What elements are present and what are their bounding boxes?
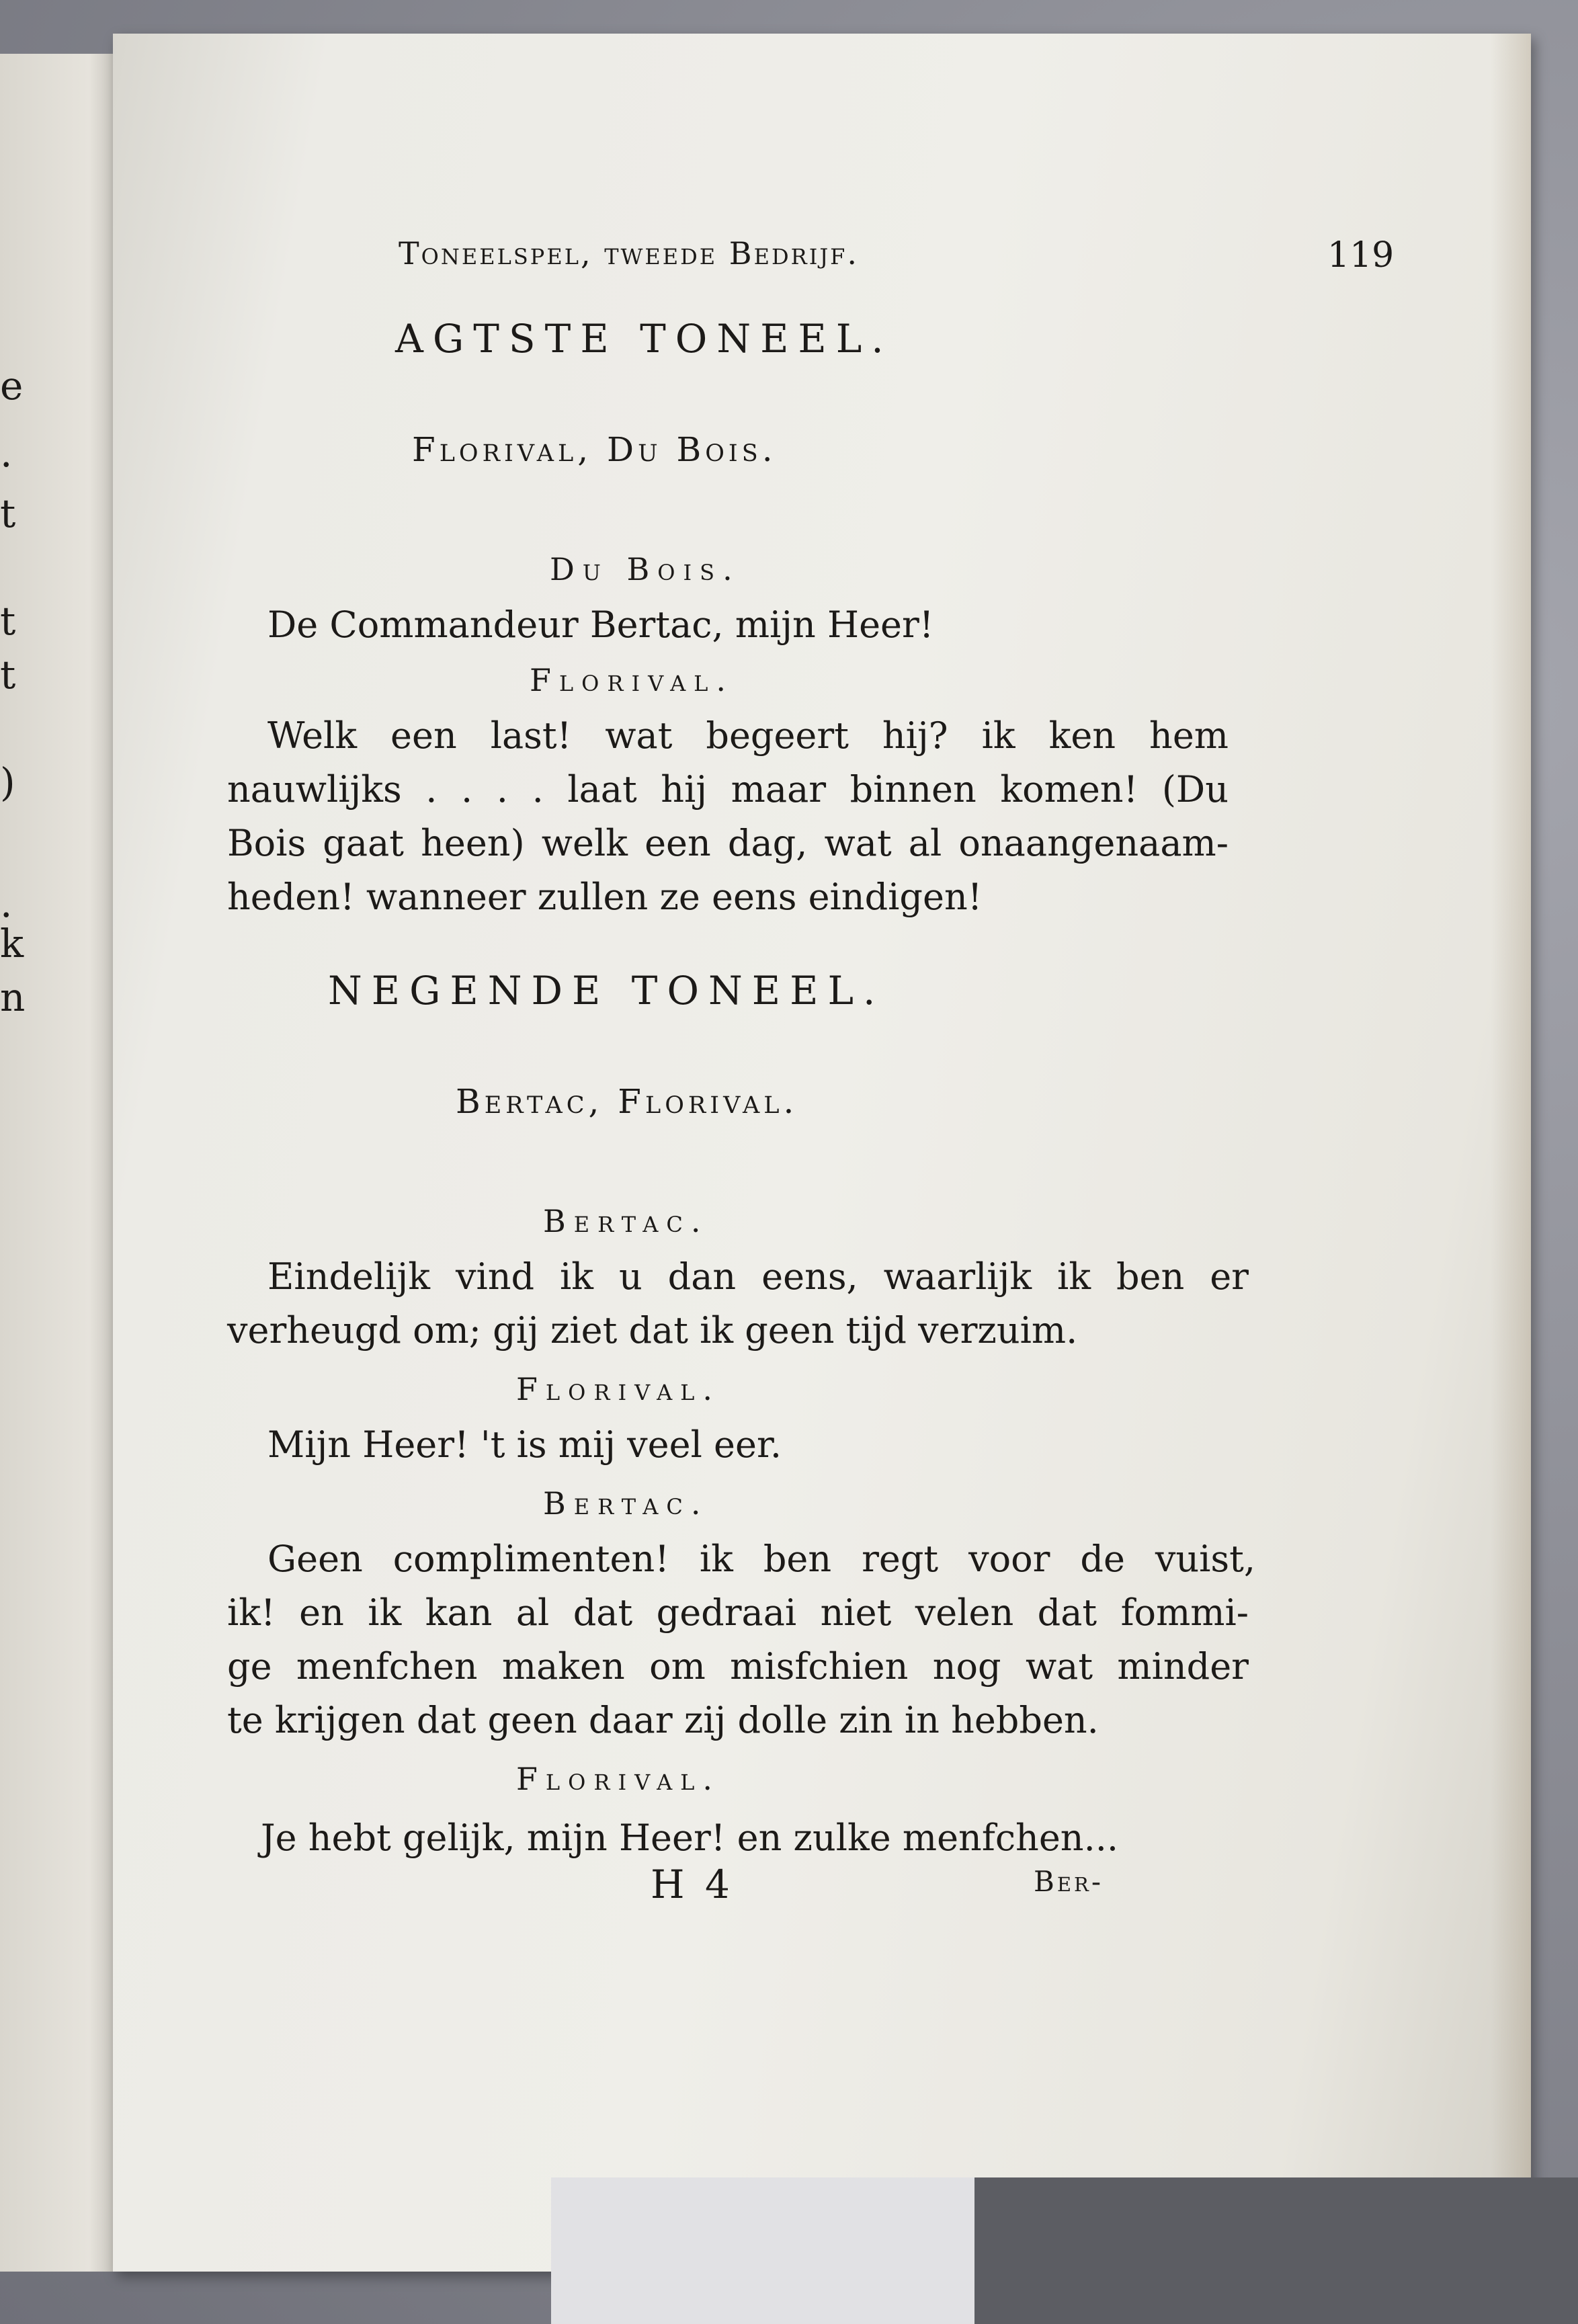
- dialogue-line: heden! wanneer zullen ze eens eindigen!: [227, 876, 983, 918]
- running-title: Toneelspel, tweede Bedrijf.: [399, 235, 859, 272]
- fragment: ): [0, 759, 15, 805]
- scene-heading: NEGENDE TONEEL.: [328, 968, 885, 1013]
- page-number: 119: [1327, 235, 1395, 276]
- fragment: .: [0, 880, 13, 926]
- left-page-edge: [0, 54, 130, 2272]
- dialogue-line: Welk een last! wat begeert hij? ik ken hem: [267, 714, 1229, 757]
- catchword: Ber-: [1034, 1865, 1104, 1898]
- dialogue-line: Bois gaat heen) welk een dag, wat al onaangenaam-: [227, 822, 1229, 864]
- dialogue-line: ge menfchen maken om misfchien nog wat minder: [227, 1645, 1249, 1688]
- speaker-name: Florival.: [516, 1761, 721, 1797]
- fragment: .: [0, 430, 13, 476]
- bottom-light-area: [551, 2177, 974, 2324]
- fragment: n: [0, 974, 26, 1020]
- book-page: [113, 34, 1531, 2272]
- dialogue-line: Eindelijk vind ik u dan eens, waarlijk ik ben er: [267, 1255, 1249, 1298]
- speaker-name: Florival.: [516, 1371, 721, 1407]
- speaker-name: Florival.: [530, 662, 735, 698]
- scene-heading: AGTSTE TONEEL.: [395, 316, 893, 362]
- fragment: t: [0, 598, 16, 644]
- fragment: e: [0, 363, 24, 409]
- signature-mark: H 4: [651, 1862, 734, 1907]
- scene-characters: Florival, Du Bois.: [412, 430, 777, 469]
- fragment: t: [0, 491, 16, 536]
- dialogue-line: De Commandeur Bertac, mijn Heer!: [267, 604, 934, 646]
- dialogue-line: Geen complimenten! ik ben regt voor de vuist,: [267, 1538, 1255, 1580]
- speaker-name: Bertac.: [543, 1485, 709, 1522]
- fragment: k: [0, 921, 24, 966]
- running-head: [399, 235, 1395, 276]
- dialogue-line: nauwlijks . . . . laat hij maar binnen komen! (Du: [227, 768, 1229, 811]
- speaker-name: Du Bois.: [550, 551, 741, 587]
- bottom-dark-area: [974, 2177, 1578, 2324]
- dialogue-line: Mijn Heer! 't is mij veel eer.: [267, 1423, 782, 1466]
- dialogue-line: ik! en ik kan al dat gedraai niet velen dat fommi-: [227, 1591, 1249, 1634]
- dialogue-line: verheugd om; gij ziet dat ik geen tijd verzuim.: [227, 1309, 1078, 1352]
- scene-characters: Bertac, Florival.: [456, 1082, 798, 1121]
- fragment: t: [0, 652, 16, 698]
- dialogue-line: te krijgen dat geen daar zij dolle zin in hebben.: [227, 1699, 1099, 1741]
- speaker-name: Bertac.: [543, 1203, 709, 1239]
- dialogue-line: Je hebt gelijk, mijn Heer! en zulke menfchen...: [261, 1817, 1119, 1859]
